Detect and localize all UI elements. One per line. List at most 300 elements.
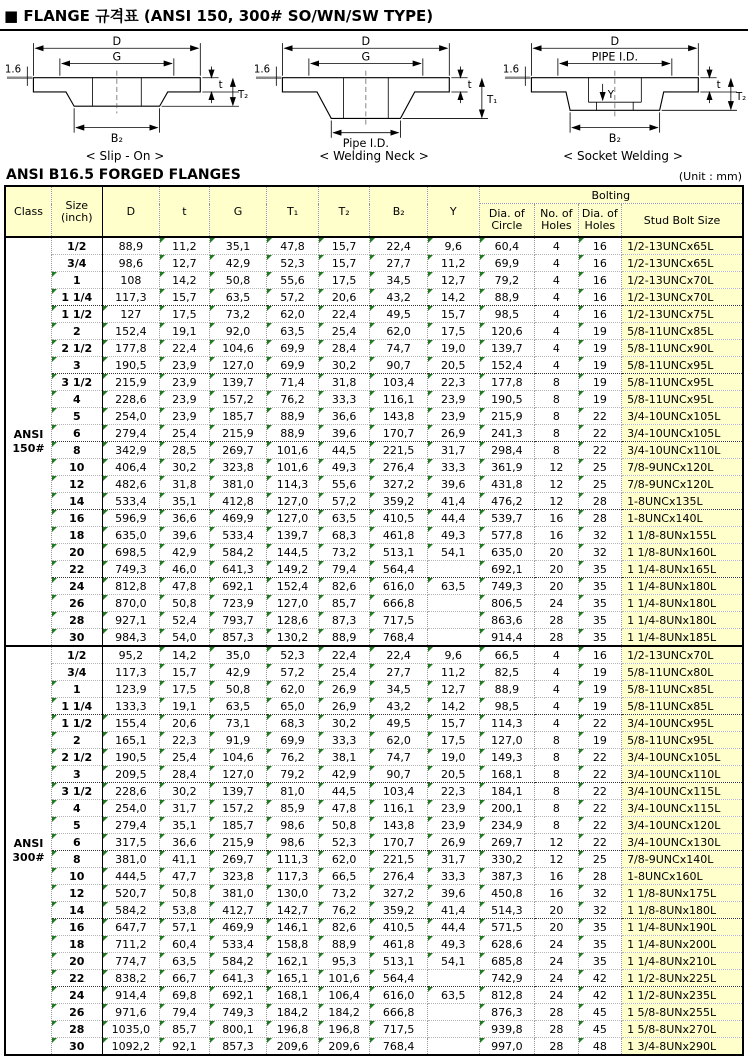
cell-b2: 90,7 (370, 766, 428, 783)
cell-b2: 276,4 (370, 459, 428, 476)
table-row (5, 527, 743, 544)
table-row (5, 698, 743, 715)
cell-circle: 514,3 (479, 902, 535, 919)
cell-t: 25,4 (160, 749, 210, 766)
cell-g: 139,7 (209, 783, 267, 800)
cell-d: 482,6 (102, 476, 160, 493)
cell-circle: 692,1 (479, 561, 535, 578)
cell-num-holes: 28 (535, 1004, 578, 1021)
cell-g: 139,7 (209, 374, 267, 391)
cell-b2: 143,8 (370, 817, 428, 834)
flange-spec-table (4, 185, 744, 1056)
cell-t2: 68,3 (318, 527, 370, 544)
cell-t2: 30,2 (318, 715, 370, 732)
cell-d: 984,3 (102, 629, 160, 647)
cell-t1: 88,9 (267, 425, 319, 442)
cell-circle: 387,3 (479, 868, 535, 885)
cell-t2: 52,3 (318, 834, 370, 851)
cell-g: 857,3 (209, 1038, 267, 1056)
cell-stud-bolt: 7/8-9UNCx120L (622, 476, 743, 493)
cell-y: 41,4 (427, 493, 479, 510)
cell-t2: 82,6 (318, 578, 370, 595)
cell-circle: 98,5 (479, 306, 535, 323)
cell-b2: 221,5 (370, 442, 428, 459)
cell-t2: 17,5 (318, 272, 370, 289)
cell-dia-holes: 28 (578, 510, 621, 527)
cell-circle: 997,0 (479, 1038, 535, 1056)
cell-circle: 914,4 (479, 629, 535, 647)
cell-b2: 27,7 (370, 255, 428, 272)
cell-size: 1 (52, 681, 103, 698)
table-row (5, 357, 743, 374)
header-b2: B₂ (370, 186, 428, 237)
table-row (5, 970, 743, 987)
cell-g: 63,5 (209, 289, 267, 306)
cell-t: 30,2 (160, 459, 210, 476)
header-bolt-circle-line1: Dia. of (488, 207, 525, 220)
cell-t1: 130,2 (267, 629, 319, 647)
header-t2: T₂ (318, 186, 370, 237)
cell-size: 3/4 (52, 255, 103, 272)
cell-g: 412,8 (209, 493, 267, 510)
table-row (5, 885, 743, 902)
cell-y: 23,9 (427, 391, 479, 408)
cell-num-holes: 8 (535, 749, 578, 766)
cell-dia-holes: 32 (578, 902, 621, 919)
cell-stud-bolt: 3/4-10UNCx120L (622, 817, 743, 834)
cell-b2: 410,5 (370, 510, 428, 527)
cell-d: 165,1 (102, 732, 160, 749)
cell-dia-holes: 35 (578, 629, 621, 647)
cell-num-holes: 4 (535, 698, 578, 715)
cell-circle: 298,4 (479, 442, 535, 459)
table-row (5, 851, 743, 868)
cell-b2: 43,2 (370, 289, 428, 306)
cell-size: 2 1/2 (52, 749, 103, 766)
cell-g: 50,8 (209, 272, 267, 289)
cell-d: 152,4 (102, 323, 160, 340)
cell-t2: 26,9 (318, 681, 370, 698)
cell-y (427, 629, 479, 647)
cell-size: 3 (52, 357, 103, 374)
cell-circle: 200,1 (479, 800, 535, 817)
dim-label-t2: T₂ (735, 92, 746, 104)
cell-b2: 62,0 (370, 732, 428, 749)
cell-circle: 79,2 (479, 272, 535, 289)
cell-circle: 269,7 (479, 834, 535, 851)
header-bolt-circle (479, 204, 535, 238)
cell-t1: 139,7 (267, 527, 319, 544)
cell-b2: 616,0 (370, 987, 428, 1004)
cell-b2: 49,5 (370, 306, 428, 323)
table-row (5, 732, 743, 749)
cell-d: 584,2 (102, 902, 160, 919)
unit-label: (Unit : mm) (678, 170, 742, 183)
cell-circle: 577,8 (479, 527, 535, 544)
header-size-line1: Size (65, 198, 89, 212)
header-class: Class (5, 186, 52, 237)
cell-y: 39,6 (427, 476, 479, 493)
cell-b2: 327,2 (370, 476, 428, 493)
cell-stud-bolt: 5/8-11UNCx85L (622, 323, 743, 340)
cell-stud-bolt: 3/4-10UNCx105L (622, 408, 743, 425)
cell-stud-bolt: 1/2-13UNCx75L (622, 306, 743, 323)
cell-t1: 165,1 (267, 970, 319, 987)
cell-b2: 103,4 (370, 783, 428, 800)
cell-y: 26,9 (427, 425, 479, 442)
cell-y (427, 1038, 479, 1056)
cell-dia-holes: 35 (578, 561, 621, 578)
cell-t2: 22,4 (318, 306, 370, 323)
cell-d: 971,6 (102, 1004, 160, 1021)
cell-b2: 49,5 (370, 715, 428, 732)
header-num-holes-line1: No. of (540, 207, 573, 220)
cell-t: 50,8 (160, 885, 210, 902)
cell-t: 92,1 (160, 1038, 210, 1056)
cell-circle: 863,6 (479, 612, 535, 629)
cell-b2: 34,5 (370, 272, 428, 289)
cell-y: 22,3 (427, 374, 479, 391)
cell-size: 30 (52, 629, 103, 647)
cell-t: 52,4 (160, 612, 210, 629)
cell-circle: 60,4 (479, 237, 535, 255)
cell-stud-bolt: 1 1/4-8UNx200L (622, 936, 743, 953)
table-row (5, 936, 743, 953)
cell-t1: 62,0 (267, 306, 319, 323)
class-label-line2: 300# (12, 850, 45, 864)
cell-num-holes: 28 (535, 1038, 578, 1056)
cell-num-holes: 4 (535, 664, 578, 681)
cell-size: 3 1/2 (52, 374, 103, 391)
cell-stud-bolt: 3/4-10UNCx105L (622, 749, 743, 766)
cell-size: 18 (52, 936, 103, 953)
cell-circle: 120,6 (479, 323, 535, 340)
cell-d: 127 (102, 306, 160, 323)
cell-t2: 33,3 (318, 391, 370, 408)
page-title: ■ FLANGE 규격표 (ANSI 150, 300# SO/WN/SW TYPE) (4, 7, 434, 25)
cell-t1: 127,0 (267, 510, 319, 527)
table-row (5, 425, 743, 442)
cell-t1: 158,8 (267, 936, 319, 953)
cell-stud-bolt: 1 3/4-8UNx290L (622, 1038, 743, 1056)
cell-size: 1 1/2 (52, 306, 103, 323)
cell-stud-bolt: 1 1/8-8UNx175L (622, 885, 743, 902)
cell-num-holes: 4 (535, 289, 578, 306)
cell-t2: 209,6 (318, 1038, 370, 1056)
cell-d: 635,0 (102, 527, 160, 544)
cell-size: 28 (52, 1021, 103, 1038)
cell-y: 19,0 (427, 340, 479, 357)
cell-num-holes: 12 (535, 851, 578, 868)
class-label-line2: 150# (12, 441, 45, 455)
table-row (5, 561, 743, 578)
class-label-line1: ANSI (13, 836, 44, 850)
header-stud-bolt: Stud Bolt Size (622, 204, 743, 238)
cell-dia-holes: 19 (578, 698, 621, 715)
cell-t: 22,3 (160, 732, 210, 749)
cell-t: 63,5 (160, 953, 210, 970)
cell-num-holes: 24 (535, 987, 578, 1004)
cell-num-holes: 8 (535, 817, 578, 834)
cell-dia-holes: 19 (578, 664, 621, 681)
cell-t: 35,1 (160, 817, 210, 834)
table-row (5, 374, 743, 391)
table-row (5, 646, 743, 664)
cell-stud-bolt: 1 1/4-8UNx210L (622, 953, 743, 970)
cell-y: 14,2 (427, 289, 479, 306)
cell-b2: 43,2 (370, 698, 428, 715)
cell-t1: 57,2 (267, 289, 319, 306)
cell-g: 42,9 (209, 255, 267, 272)
cell-num-holes: 4 (535, 272, 578, 289)
table-row (5, 510, 743, 527)
cell-size: 1/2 (52, 237, 103, 255)
cell-t: 36,6 (160, 510, 210, 527)
cell-t: 14,2 (160, 646, 210, 664)
cell-y: 14,2 (427, 698, 479, 715)
cell-y: 26,9 (427, 834, 479, 851)
cell-circle: 939,8 (479, 1021, 535, 1038)
cell-d: 774,7 (102, 953, 160, 970)
cell-size: 28 (52, 612, 103, 629)
cell-t: 17,5 (160, 306, 210, 323)
cell-t2: 73,2 (318, 544, 370, 561)
dim-label-g: G (112, 50, 122, 64)
cell-y: 9,6 (427, 237, 479, 255)
cell-dia-holes: 35 (578, 578, 621, 595)
header-size-line2: (inch) (60, 210, 93, 224)
cell-t1: 71,4 (267, 374, 319, 391)
cell-t2: 66,5 (318, 868, 370, 885)
header-dia-holes-line2: Holes (584, 219, 616, 232)
cell-circle: 190,5 (479, 391, 535, 408)
cell-b2: 717,5 (370, 612, 428, 629)
dim-label-d: D (361, 35, 371, 49)
cell-circle: 635,0 (479, 544, 535, 561)
cell-dia-holes: 25 (578, 476, 621, 493)
cell-dia-holes: 35 (578, 595, 621, 612)
cell-t1: 146,1 (267, 919, 319, 936)
cell-t2: 88,9 (318, 629, 370, 647)
cell-d: 1035,0 (102, 1021, 160, 1038)
cell-t1: 76,2 (267, 749, 319, 766)
cell-circle: 876,3 (479, 1004, 535, 1021)
cell-stud-bolt: 5/8-11UNCx80L (622, 664, 743, 681)
cell-stud-bolt: 3/4-10UNCx105L (622, 425, 743, 442)
cell-y: 49,3 (427, 936, 479, 953)
cell-t: 60,4 (160, 936, 210, 953)
cell-size: 3 1/2 (52, 783, 103, 800)
cell-g: 50,8 (209, 681, 267, 698)
table-row (5, 715, 743, 732)
dim-label-b2: B₂ (110, 131, 123, 145)
cell-size: 22 (52, 561, 103, 578)
dim-label-pipe-id: PIPE I.D. (591, 50, 639, 64)
cell-b2: 221,5 (370, 851, 428, 868)
cell-size: 1 1/2 (52, 715, 103, 732)
cell-num-holes: 8 (535, 800, 578, 817)
cell-t1: 144,5 (267, 544, 319, 561)
cell-circle: 742,9 (479, 970, 535, 987)
cell-size: 1 (52, 272, 103, 289)
cell-stud-bolt: 3/4-10UNCx115L (622, 800, 743, 817)
cell-stud-bolt: 5/8-11UNCx95L (622, 732, 743, 749)
table-row (5, 868, 743, 885)
cell-circle: 139,7 (479, 340, 535, 357)
cell-t: 28,4 (160, 766, 210, 783)
cell-stud-bolt: 7/8-9UNCx120L (622, 459, 743, 476)
cell-b2: 34,5 (370, 681, 428, 698)
cell-y (427, 970, 479, 987)
cell-dia-holes: 25 (578, 851, 621, 868)
cell-t2: 33,3 (318, 732, 370, 749)
cell-size: 22 (52, 970, 103, 987)
cell-circle: 168,1 (479, 766, 535, 783)
cell-d: 254,0 (102, 408, 160, 425)
cell-t2: 196,8 (318, 1021, 370, 1038)
header-num-holes-line2: Holes (541, 219, 572, 232)
cell-num-holes: 28 (535, 629, 578, 647)
section-heading: ANSI B16.5 FORGED FLANGES (6, 167, 241, 183)
cell-t: 79,4 (160, 1004, 210, 1021)
cell-t2: 95,3 (318, 953, 370, 970)
cell-size: 4 (52, 391, 103, 408)
cell-stud-bolt: 1 5/8-8UNx270L (622, 1021, 743, 1038)
cell-g: 185,7 (209, 817, 267, 834)
cell-d: 444,5 (102, 868, 160, 885)
cell-size: 24 (52, 578, 103, 595)
table-row (5, 306, 743, 323)
dim-label-d: D (112, 35, 122, 49)
cell-g: 692,1 (209, 987, 267, 1004)
cell-t2: 50,8 (318, 817, 370, 834)
cell-num-holes: 12 (535, 459, 578, 476)
cell-dia-holes: 22 (578, 783, 621, 800)
slip-on-drawing (2, 35, 248, 151)
cell-g: 92,0 (209, 323, 267, 340)
cell-t1: 69,9 (267, 732, 319, 749)
cell-t1: 149,2 (267, 561, 319, 578)
cell-dia-holes: 19 (578, 391, 621, 408)
cell-circle: 539,7 (479, 510, 535, 527)
cell-y: 20,5 (427, 357, 479, 374)
cell-d: 190,5 (102, 749, 160, 766)
cell-b2: 717,5 (370, 1021, 428, 1038)
cell-b2: 116,1 (370, 800, 428, 817)
table-row (5, 476, 743, 493)
cell-g: 127,0 (209, 357, 267, 374)
cell-t: 50,8 (160, 595, 210, 612)
cell-dia-holes: 19 (578, 340, 621, 357)
cell-t: 46,0 (160, 561, 210, 578)
cell-t2: 62,0 (318, 851, 370, 868)
cell-t: 19,1 (160, 698, 210, 715)
cell-circle: 749,3 (479, 578, 535, 595)
cell-g: 857,3 (209, 629, 267, 647)
cell-g: 323,8 (209, 868, 267, 885)
diagram-caption-slip-on: < Slip - On > (85, 149, 165, 163)
dim-label-raised-face: 1.6 (502, 64, 520, 76)
cell-y: 12,7 (427, 681, 479, 698)
cell-g: 73,2 (209, 306, 267, 323)
cell-b2: 327,2 (370, 885, 428, 902)
cell-dia-holes: 22 (578, 442, 621, 459)
cell-d: 927,1 (102, 612, 160, 629)
cell-b2: 564,4 (370, 970, 428, 987)
header-dia-holes (578, 204, 621, 238)
cell-b2: 666,8 (370, 1004, 428, 1021)
cell-g: 641,3 (209, 561, 267, 578)
header-num-holes (535, 204, 578, 238)
cell-dia-holes: 16 (578, 255, 621, 272)
cell-t: 23,9 (160, 391, 210, 408)
cell-b2: 22,4 (370, 237, 428, 255)
cell-d: 870,0 (102, 595, 160, 612)
cell-g: 793,7 (209, 612, 267, 629)
cell-stud-bolt: 1 5/8-8UNx255L (622, 1004, 743, 1021)
cell-stud-bolt: 1/2-13UNCx65L (622, 237, 743, 255)
cell-size: 20 (52, 953, 103, 970)
cell-num-holes: 8 (535, 732, 578, 749)
dim-label-t: t (467, 79, 472, 91)
cell-size: 18 (52, 527, 103, 544)
cell-t1: 57,2 (267, 664, 319, 681)
cell-g: 323,8 (209, 459, 267, 476)
cell-b2: 62,0 (370, 323, 428, 340)
cell-t1: 63,5 (267, 323, 319, 340)
cell-t1: 127,0 (267, 595, 319, 612)
cell-b2: 103,4 (370, 374, 428, 391)
cell-d: 190,5 (102, 357, 160, 374)
cell-size: 3/4 (52, 664, 103, 681)
cell-stud-bolt: 1 1/4-8UNx180L (622, 612, 743, 629)
table-row (5, 664, 743, 681)
table-row (5, 595, 743, 612)
cell-circle: 88,9 (479, 289, 535, 306)
table-row (5, 1038, 743, 1056)
cell-num-holes: 28 (535, 1021, 578, 1038)
cell-circle: 628,6 (479, 936, 535, 953)
cell-num-holes: 4 (535, 237, 578, 255)
cell-stud-bolt: 5/8-11UNCx95L (622, 374, 743, 391)
header-t: t (160, 186, 210, 237)
cell-y: 11,2 (427, 664, 479, 681)
cell-d: 914,4 (102, 987, 160, 1004)
cell-y: 23,9 (427, 817, 479, 834)
socket-welding-drawing (500, 35, 746, 151)
cell-t1: 168,1 (267, 987, 319, 1004)
cell-num-holes: 16 (535, 868, 578, 885)
cell-num-holes: 28 (535, 612, 578, 629)
cell-stud-bolt: 3/4-10UNCx95L (622, 715, 743, 732)
cell-dia-holes: 45 (578, 1021, 621, 1038)
cell-num-holes: 4 (535, 357, 578, 374)
table-row (5, 1004, 743, 1021)
table-row (5, 340, 743, 357)
cell-dia-holes: 22 (578, 834, 621, 851)
cell-stud-bolt: 5/8-11UNCx85L (622, 681, 743, 698)
cell-d: 698,5 (102, 544, 160, 561)
table-row (5, 834, 743, 851)
cell-dia-holes: 19 (578, 732, 621, 749)
flange-diagrams (0, 31, 748, 163)
cell-d: 533,4 (102, 493, 160, 510)
class-label (5, 646, 52, 1055)
cell-circle: 184,1 (479, 783, 535, 800)
cell-y: 22,3 (427, 783, 479, 800)
header-bolt-circle-line2: Circle (491, 219, 523, 232)
cell-t2: 79,4 (318, 561, 370, 578)
